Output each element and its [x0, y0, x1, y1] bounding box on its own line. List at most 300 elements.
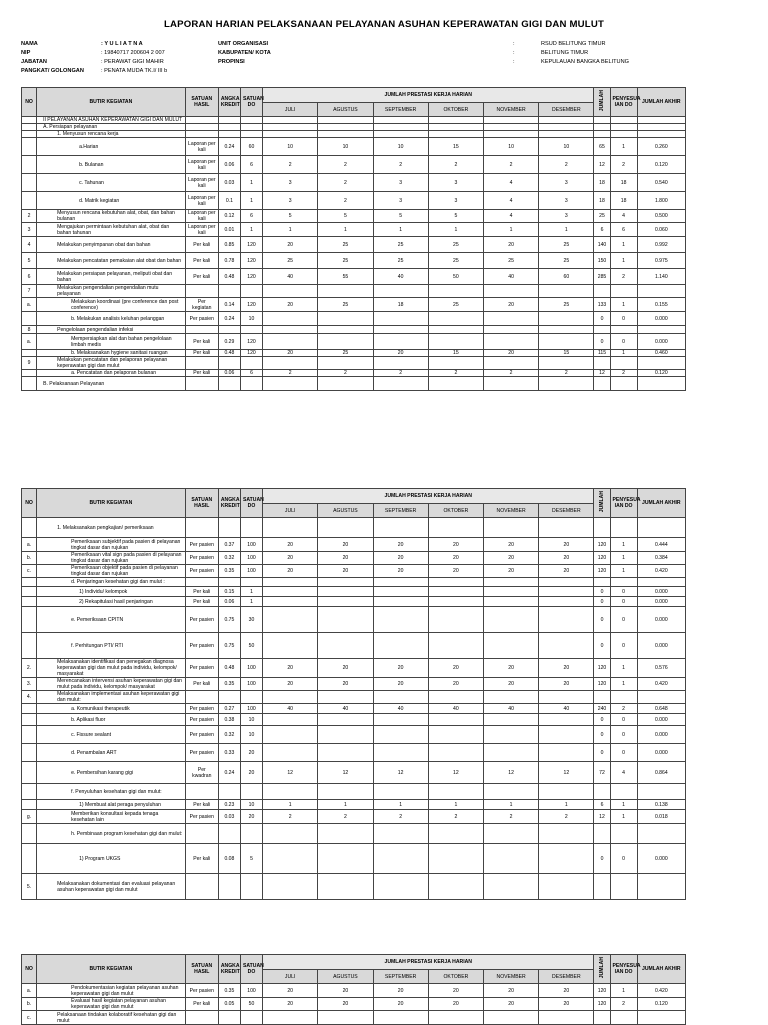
row-september: 5	[373, 210, 428, 223]
row-agustus	[318, 744, 373, 762]
row-oktober: 3	[428, 192, 483, 210]
row-butir-kegiatan: 1) Individu/ kelompok	[37, 587, 186, 597]
row-penyesuaian-do: 2	[610, 998, 637, 1011]
row-satuan-hasil: Per kali	[185, 350, 218, 357]
row-desember: 20	[539, 998, 594, 1011]
row-juli	[263, 357, 318, 370]
row-jumlah: 6	[594, 223, 610, 237]
row-juli	[263, 326, 318, 334]
row-satuan-hasil: Per pasien	[185, 714, 218, 726]
row-juli	[263, 377, 318, 391]
row-angka-kredit: 0.29	[218, 334, 240, 350]
row-oktober: 2	[428, 810, 483, 824]
row-oktober	[428, 824, 483, 844]
row-november: 40	[483, 269, 538, 285]
row-juli: 20	[263, 538, 318, 552]
row-no: c.	[22, 1011, 37, 1025]
row-angka-kredit: 0.35	[218, 565, 240, 578]
row-penyesuaian-do	[610, 784, 637, 800]
row-oktober	[428, 131, 483, 138]
row-jumlah-akhir: 0.018	[637, 810, 685, 824]
row-jumlah: 285	[594, 269, 610, 285]
row-oktober	[428, 1011, 483, 1025]
row-satuan-do: 100	[240, 552, 262, 565]
row-oktober	[428, 117, 483, 124]
row-jumlah-akhir: 0.000	[637, 714, 685, 726]
row-jumlah: 18	[594, 174, 610, 192]
row-penyesuaian-do	[610, 1011, 637, 1025]
row-september	[373, 874, 428, 900]
row-jumlah: 18	[594, 192, 610, 210]
row-desember	[539, 312, 594, 326]
row-butir-kegiatan: d. Penambalan ART	[37, 744, 186, 762]
row-butir-kegiatan: f. Perhitungan PTI/ RTI	[37, 633, 186, 659]
row-oktober: 2	[428, 156, 483, 174]
row-satuan-hasil	[185, 874, 218, 900]
row-agustus: 20	[318, 984, 373, 998]
row-no	[22, 744, 37, 762]
row-angka-kredit: 0.48	[218, 659, 240, 678]
row-angka-kredit: 0.35	[218, 984, 240, 998]
row-angka-kredit	[218, 131, 240, 138]
row-angka-kredit	[218, 377, 240, 391]
row-butir-kegiatan: Melakukan persiapan pelayanan, meliputi obat dan bahan	[37, 269, 186, 285]
row-satuan-hasil: Per kwadran	[185, 762, 218, 784]
row-satuan-do	[240, 377, 262, 391]
row-oktober: 40	[428, 704, 483, 714]
row-jumlah: 0	[594, 597, 610, 607]
row-jumlah	[594, 578, 610, 587]
row-oktober: 20	[428, 984, 483, 998]
row-satuan-do: 100	[240, 984, 262, 998]
row-satuan-hasil: Laporan per kali	[185, 223, 218, 237]
header-satuan-hasil: SATUAN HASIL	[185, 955, 218, 984]
row-satuan-do: 100	[240, 565, 262, 578]
row-butir-kegiatan: b. Aplikasi fluor	[37, 714, 186, 726]
row-oktober	[428, 377, 483, 391]
table-row	[22, 552, 686, 565]
row-desember	[539, 285, 594, 298]
row-november: 25	[483, 253, 538, 269]
row-agustus	[318, 326, 373, 334]
row-jumlah: 240	[594, 704, 610, 714]
row-oktober: 25	[428, 237, 483, 253]
row-september	[373, 691, 428, 704]
row-september: 20	[373, 659, 428, 678]
row-oktober: 15	[428, 138, 483, 156]
row-agustus: 10	[318, 138, 373, 156]
row-desember	[539, 377, 594, 391]
row-juli: 25	[263, 253, 318, 269]
row-september	[373, 326, 428, 334]
table-row	[22, 326, 686, 334]
header-penyesuaian-do: PENYESUA IAN DO	[610, 489, 637, 518]
row-oktober	[428, 326, 483, 334]
row-november: 10	[483, 138, 538, 156]
row-november	[483, 726, 538, 744]
row-oktober	[428, 691, 483, 704]
header-butir-kegiatan: BUTIR KEGIATAN	[37, 955, 186, 984]
row-no: 4	[22, 237, 37, 253]
row-butir-kegiatan: f. Penyuluhan kesehatan gigi dan mulut:	[37, 784, 186, 800]
row-penyesuaian-do: 1	[610, 138, 637, 156]
row-angka-kredit: 0.24	[218, 312, 240, 326]
row-jumlah: 150	[594, 253, 610, 269]
row-jumlah-akhir	[637, 326, 685, 334]
row-juli	[263, 844, 318, 874]
row-desember	[539, 117, 594, 124]
row-agustus	[318, 131, 373, 138]
identity-label: NAMA	[21, 41, 38, 47]
row-satuan-hasil	[185, 824, 218, 844]
row-penyesuaian-do: 0	[610, 597, 637, 607]
identity-sep: :	[513, 41, 515, 47]
row-jumlah-akhir	[637, 874, 685, 900]
row-oktober: 15	[428, 350, 483, 357]
row-desember: 3	[539, 192, 594, 210]
row-november	[483, 744, 538, 762]
row-angka-kredit	[218, 578, 240, 587]
row-juli	[263, 691, 318, 704]
row-juli: 20	[263, 298, 318, 312]
row-desember	[539, 744, 594, 762]
row-butir-kegiatan: Menyusun rencana kebutuhan alat, obat, dan bahan bulanan	[37, 210, 186, 223]
row-juli: 3	[263, 192, 318, 210]
row-jumlah-akhir: 0.864	[637, 762, 685, 784]
identity-right-separators	[513, 40, 523, 67]
header-month-november: NOVEMBER	[483, 970, 538, 984]
row-angka-kredit: 0.08	[218, 844, 240, 874]
row-september	[373, 607, 428, 633]
row-satuan-do	[240, 357, 262, 370]
table-row	[22, 587, 686, 597]
row-satuan-hasil: Per pasien	[185, 633, 218, 659]
row-satuan-do	[240, 131, 262, 138]
identity-label: UNIT ORGANISASI	[218, 41, 269, 47]
table-row	[22, 124, 686, 131]
row-no: 3	[22, 223, 37, 237]
row-agustus	[318, 726, 373, 744]
row-agustus: 1	[318, 800, 373, 810]
row-september	[373, 824, 428, 844]
row-oktober: 2	[428, 370, 483, 377]
row-satuan-do	[240, 691, 262, 704]
row-jumlah-akhir: 0.120	[637, 998, 685, 1011]
row-penyesuaian-do	[610, 691, 637, 704]
row-desember	[539, 726, 594, 744]
row-no: a.	[22, 984, 37, 998]
row-jumlah-akhir	[637, 518, 685, 538]
row-september	[373, 377, 428, 391]
row-no: g.	[22, 810, 37, 824]
row-butir-kegiatan: Pengelolaan pengendalian infeksi	[37, 326, 186, 334]
row-penyesuaian-do	[610, 874, 637, 900]
row-oktober: 25	[428, 298, 483, 312]
row-satuan-hasil: Per kali	[185, 844, 218, 874]
row-desember: 1	[539, 800, 594, 810]
row-jumlah: 0	[594, 334, 610, 350]
row-november	[483, 312, 538, 326]
row-november	[483, 377, 538, 391]
row-desember: 3	[539, 174, 594, 192]
header-month-november: NOVEMBER	[483, 504, 538, 518]
row-agustus: 20	[318, 565, 373, 578]
row-penyesuaian-do: 18	[610, 174, 637, 192]
row-angka-kredit: 0.38	[218, 714, 240, 726]
row-juli: 10	[263, 138, 318, 156]
activity-table-1	[21, 87, 686, 391]
row-jumlah-akhir	[637, 784, 685, 800]
table-row	[22, 784, 686, 800]
row-agustus	[318, 597, 373, 607]
table-row	[22, 691, 686, 704]
row-oktober: 20	[428, 538, 483, 552]
row-september	[373, 784, 428, 800]
row-satuan-hasil: Laporan per kali	[185, 192, 218, 210]
row-september	[373, 844, 428, 874]
table-row	[22, 874, 686, 900]
row-september	[373, 587, 428, 597]
row-desember: 2	[539, 156, 594, 174]
row-jumlah-akhir	[637, 578, 685, 587]
row-november: 4	[483, 192, 538, 210]
row-penyesuaian-do: 1	[610, 253, 637, 269]
row-jumlah: 140	[594, 237, 610, 253]
row-butir-kegiatan: Memberikan konsultasi kepada tenaga kesehatan lain	[37, 810, 186, 824]
row-satuan-do	[240, 784, 262, 800]
row-jumlah: 120	[594, 678, 610, 691]
row-oktober	[428, 587, 483, 597]
row-satuan-hasil: Per pasien	[185, 538, 218, 552]
row-juli	[263, 607, 318, 633]
table-row	[22, 285, 686, 298]
identity-right-labels	[218, 40, 318, 67]
row-september	[373, 726, 428, 744]
row-desember	[539, 1011, 594, 1025]
table-row	[22, 131, 686, 138]
row-jumlah-akhir: 0.155	[637, 298, 685, 312]
row-jumlah: 6	[594, 800, 610, 810]
row-agustus: 20	[318, 678, 373, 691]
row-no	[22, 784, 37, 800]
row-satuan-hasil	[185, 357, 218, 370]
row-agustus: 25	[318, 350, 373, 357]
header-jumlah	[594, 489, 610, 518]
row-angka-kredit	[218, 874, 240, 900]
row-jumlah: 25	[594, 210, 610, 223]
row-oktober: 1	[428, 223, 483, 237]
row-agustus	[318, 607, 373, 633]
row-satuan-hasil: Per kali	[185, 269, 218, 285]
row-juli	[263, 124, 318, 131]
header-jumlah-akhir: JUMLAH AKHIR	[637, 955, 685, 984]
row-juli	[263, 597, 318, 607]
row-oktober	[428, 124, 483, 131]
row-butir-kegiatan: b. Melaksanakan hygiene sanitasi ruangan	[37, 350, 186, 357]
row-satuan-hasil	[185, 518, 218, 538]
row-angka-kredit: 0.05	[218, 998, 240, 1011]
row-satuan-do: 6	[240, 370, 262, 377]
row-jumlah	[594, 824, 610, 844]
row-penyesuaian-do	[610, 824, 637, 844]
row-satuan-hasil	[185, 578, 218, 587]
row-agustus	[318, 587, 373, 597]
row-juli: 20	[263, 350, 318, 357]
row-jumlah: 0	[594, 633, 610, 659]
row-agustus: 2	[318, 156, 373, 174]
row-jumlah-akhir	[637, 124, 685, 131]
row-oktober	[428, 285, 483, 298]
row-juli: 20	[263, 678, 318, 691]
row-oktober	[428, 714, 483, 726]
row-desember	[539, 597, 594, 607]
row-satuan-hasil	[185, 117, 218, 124]
identity-sep: :	[513, 50, 515, 56]
table-row	[22, 518, 686, 538]
row-september: 25	[373, 237, 428, 253]
row-september	[373, 312, 428, 326]
row-satuan-do: 20	[240, 762, 262, 784]
row-butir-kegiatan: a. Pencatatan dan pelaporan bulanan	[37, 370, 186, 377]
row-jumlah-akhir	[637, 357, 685, 370]
row-penyesuaian-do: 0	[610, 587, 637, 597]
row-desember: 1	[539, 223, 594, 237]
row-september	[373, 117, 428, 124]
header-no: NO	[22, 489, 37, 518]
row-november	[483, 578, 538, 587]
row-angka-kredit: 0.78	[218, 253, 240, 269]
row-oktober	[428, 744, 483, 762]
row-jumlah: 115	[594, 350, 610, 357]
row-agustus	[318, 124, 373, 131]
row-satuan-hasil: Per kali	[185, 998, 218, 1011]
row-penyesuaian-do: 0	[610, 633, 637, 659]
row-jumlah: 72	[594, 762, 610, 784]
row-butir-kegiatan: c. Fissure sealant	[37, 726, 186, 744]
row-november	[483, 587, 538, 597]
row-agustus	[318, 824, 373, 844]
row-angka-kredit: 0.32	[218, 726, 240, 744]
row-satuan-do: 1	[240, 587, 262, 597]
row-juli	[263, 824, 318, 844]
identity-value: KEPULAUAN BANGKA BELITUNG	[541, 59, 629, 65]
row-november	[483, 285, 538, 298]
row-penyesuaian-do: 4	[610, 210, 637, 223]
row-jumlah-akhir: 0.992	[637, 237, 685, 253]
row-desember	[539, 334, 594, 350]
row-angka-kredit: 0.1	[218, 192, 240, 210]
row-november	[483, 874, 538, 900]
table-row	[22, 744, 686, 762]
row-jumlah-akhir: 0.576	[637, 659, 685, 678]
row-agustus: 20	[318, 538, 373, 552]
row-jumlah: 0	[594, 726, 610, 744]
row-satuan-hasil: Per kali	[185, 800, 218, 810]
row-satuan-do: 20	[240, 810, 262, 824]
row-no: 2.	[22, 659, 37, 678]
row-satuan-hasil: Per kali	[185, 237, 218, 253]
header-satuan-do: SATUAN DO	[240, 955, 262, 984]
row-oktober: 20	[428, 565, 483, 578]
row-butir-kegiatan: b. Melakukan analisis keluhan pelanggan	[37, 312, 186, 326]
row-oktober	[428, 844, 483, 874]
row-satuan-hasil: Per pasien	[185, 607, 218, 633]
table-row	[22, 538, 686, 552]
row-satuan-hasil: Per kegiatan	[185, 298, 218, 312]
identity-label: JABATAN	[21, 59, 47, 65]
row-penyesuaian-do: 0	[610, 714, 637, 726]
row-november: 20	[483, 538, 538, 552]
row-november	[483, 844, 538, 874]
row-oktober: 20	[428, 998, 483, 1011]
table-row	[22, 678, 686, 691]
table-row	[22, 565, 686, 578]
table-row	[22, 633, 686, 659]
row-satuan-hasil: Per pasien	[185, 704, 218, 714]
row-november	[483, 326, 538, 334]
row-satuan-hasil: Per pasien	[185, 744, 218, 762]
row-desember	[539, 518, 594, 538]
row-juli	[263, 312, 318, 326]
row-butir-kegiatan: h. Pembinaan program kesehatan gigi dan mulut:	[37, 824, 186, 844]
row-november	[483, 824, 538, 844]
row-satuan-do: 6	[240, 156, 262, 174]
row-juli	[263, 334, 318, 350]
row-angka-kredit: 0.33	[218, 744, 240, 762]
row-jumlah	[594, 784, 610, 800]
identity-label: NIP	[21, 50, 31, 56]
row-angka-kredit: 0.24	[218, 138, 240, 156]
row-oktober: 20	[428, 552, 483, 565]
row-satuan-hasil: Laporan per kali	[185, 138, 218, 156]
row-desember: 60	[539, 269, 594, 285]
row-satuan-do: 120	[240, 237, 262, 253]
row-september: 40	[373, 704, 428, 714]
table-row	[22, 138, 686, 156]
row-butir-kegiatan: e. Pembersihan karang gigi	[37, 762, 186, 784]
row-butir-kegiatan: b. Bulanan	[37, 156, 186, 174]
row-september: 20	[373, 552, 428, 565]
row-september	[373, 131, 428, 138]
row-satuan-hasil	[185, 377, 218, 391]
row-no	[22, 762, 37, 784]
row-angka-kredit: 0.48	[218, 350, 240, 357]
header-month-desember: DESEMBER	[539, 103, 594, 117]
row-jumlah: 120	[594, 565, 610, 578]
row-angka-kredit: 0.23	[218, 800, 240, 810]
row-desember	[539, 578, 594, 587]
row-penyesuaian-do: 1	[610, 810, 637, 824]
row-september: 3	[373, 192, 428, 210]
row-november: 2	[483, 810, 538, 824]
row-jumlah-akhir	[637, 691, 685, 704]
row-november: 2	[483, 370, 538, 377]
row-angka-kredit: 0.15	[218, 587, 240, 597]
row-satuan-hasil	[185, 784, 218, 800]
table-row	[22, 597, 686, 607]
row-satuan-do: 120	[240, 253, 262, 269]
row-november: 1	[483, 800, 538, 810]
identity-value: : PERAWAT GIGI MAHIR	[101, 59, 164, 65]
header-month-juli: JULI	[263, 504, 318, 518]
row-desember: 20	[539, 659, 594, 678]
identity-value: : Y U L I A T N A	[101, 41, 143, 47]
row-agustus	[318, 312, 373, 326]
table-row	[22, 714, 686, 726]
row-september	[373, 124, 428, 131]
row-september: 10	[373, 138, 428, 156]
row-agustus	[318, 844, 373, 874]
